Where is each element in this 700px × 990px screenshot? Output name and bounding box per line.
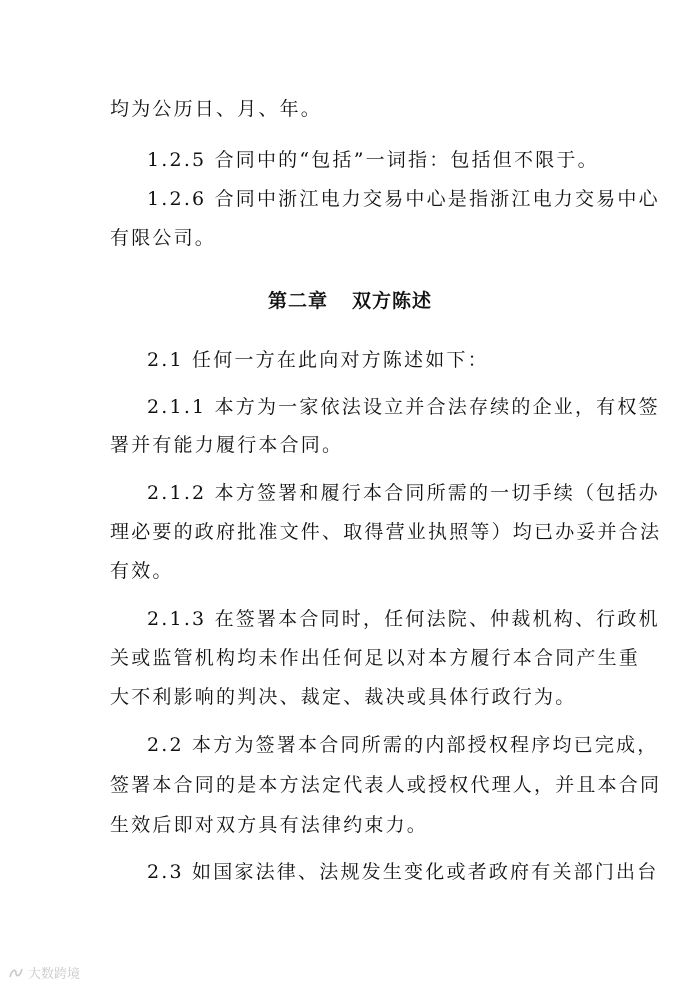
chapter-number: 第二章 [267, 290, 328, 312]
paragraph-line: 均为公历日、月、年。 [110, 98, 323, 120]
paragraph-line: 有效。 [110, 560, 174, 582]
clause-2-1-3: 2.1.3 在签署本合同时，任何法院、仲裁机构、行政机 [147, 608, 660, 630]
paragraph-line: 生效后即对双方具有法律约束力。 [110, 814, 429, 836]
chapter-title: 双方陈述 [352, 290, 433, 312]
chapter-heading [0, 289, 700, 313]
watermark-text: 大数跨境 [28, 967, 81, 982]
clause-1-2-5: 1.2.5 合同中的“包括”一词指：包括但不限于。 [147, 149, 599, 171]
watermark [8, 963, 80, 982]
paragraph-line: 签署本合同的是本方法定代表人或授权代理人，并且本合同 [110, 774, 662, 796]
paragraph-line: 署并有能力履行本合同。 [110, 434, 344, 456]
paragraph-line: 理必要的政府批准文件、取得营业执照等）均已办妥并合法 [110, 521, 662, 543]
clause-2-1-2: 2.1.2 本方签署和履行本合同所需的一切手续（包括办 [147, 482, 660, 504]
clause-2-1: 2.1 任何一方在此向对方陈述如下： [147, 349, 489, 371]
paragraph-line: 关或监管机构均未作出任何足以对本方履行本合同产生重 [110, 647, 641, 669]
clause-2-3: 2.3 如国家法律、法规发生变化或者政府有关部门出台 [147, 861, 659, 883]
paragraph-line: 大不利影响的判决、裁定、裁决或具体行政行为。 [110, 686, 577, 708]
wave-logo-icon [8, 965, 24, 981]
paragraph-line: 有限公司。 [110, 227, 217, 249]
clause-2-2: 2.2 本方为签署本合同所需的内部授权程序均已完成， [147, 734, 659, 756]
clause-2-1-1: 2.1.1 本方为一家依法设立并合法存续的企业，有权签 [147, 396, 660, 418]
clause-1-2-6: 1.2.6 合同中浙江电力交易中心是指浙江电力交易中心 [147, 188, 660, 210]
